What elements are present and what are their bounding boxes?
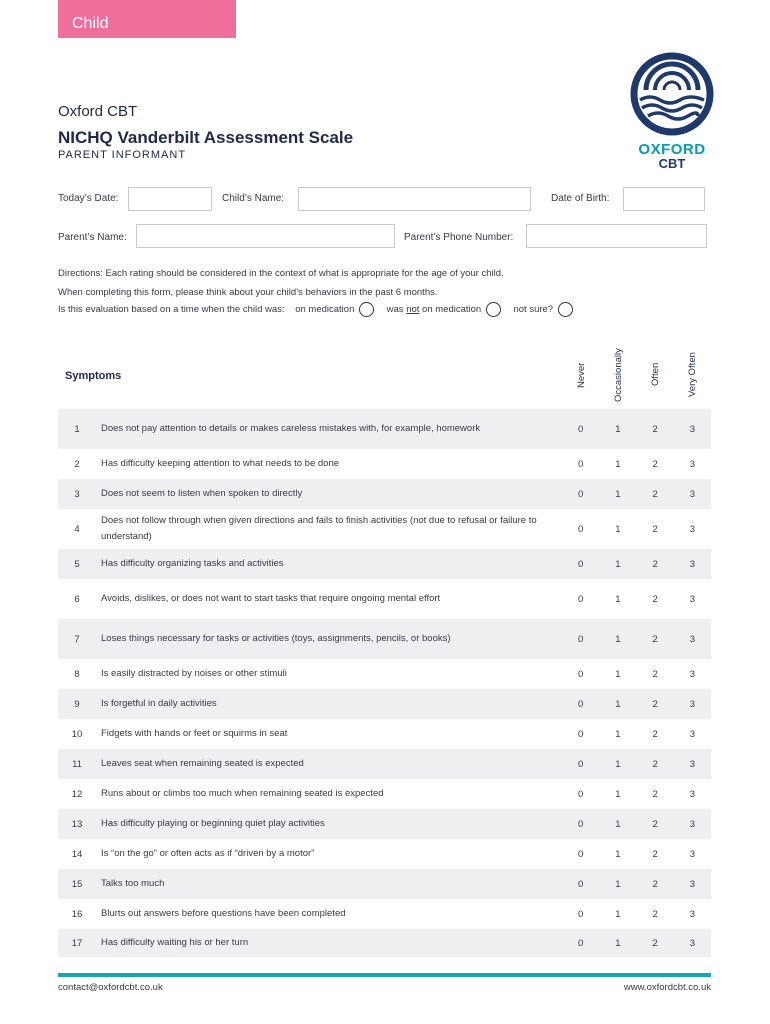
score-option-2[interactable]: 2 xyxy=(652,848,658,860)
score-option-0[interactable]: 0 xyxy=(577,523,584,535)
page-subtitle: PARENT INFORMANT xyxy=(58,149,187,161)
row-number: 8 xyxy=(74,668,80,680)
logo-name: OXFORD xyxy=(638,141,706,158)
score-option-2[interactable]: 2 xyxy=(652,878,658,890)
score-option-0[interactable]: 0 xyxy=(577,908,584,920)
col-very-often: Very Often xyxy=(687,352,698,397)
score-option-2[interactable]: 2 xyxy=(652,668,658,680)
score-option-1[interactable]: 1 xyxy=(615,488,621,500)
parents-phone-input[interactable] xyxy=(526,224,707,248)
symptom-text: Does not pay attention to details or makes careless mistakes with, for example, homework xyxy=(101,423,481,434)
on-medication-radio[interactable] xyxy=(359,302,374,317)
table-row xyxy=(58,899,711,929)
score-option-1[interactable]: 1 xyxy=(615,878,621,890)
table-row xyxy=(58,579,711,619)
row-number: 17 xyxy=(71,937,83,949)
score-option-0[interactable]: 0 xyxy=(577,848,584,860)
child-tab: Child xyxy=(58,0,236,38)
score-option-2[interactable]: 2 xyxy=(652,788,658,800)
col-occasionally: Occasionally xyxy=(613,348,624,402)
row-number: 15 xyxy=(71,878,83,890)
score-option-3[interactable]: 3 xyxy=(689,818,696,830)
score-option-3[interactable]: 3 xyxy=(689,848,696,860)
table-row xyxy=(58,509,711,549)
score-option-3[interactable]: 3 xyxy=(689,728,696,740)
symptoms-header: Symptoms xyxy=(65,370,122,382)
score-option-1[interactable]: 1 xyxy=(615,593,621,605)
symptom-text: Loses things necessary for tasks or activities (toys, assignments, pencils, or books) xyxy=(101,633,451,644)
symptom-text: Is forgetful in daily activities xyxy=(101,698,217,709)
medication-question-text: Is this evaluation based on a time when the child was: xyxy=(58,304,285,316)
symptom-text: Has difficulty waiting his or her turn xyxy=(101,937,249,948)
directions-line-1: Directions: Each rating should be considered in the context of what is appropriate for the age of your child. xyxy=(58,268,504,279)
score-option-0[interactable]: 0 xyxy=(577,758,584,770)
score-option-3[interactable]: 3 xyxy=(689,698,696,710)
score-option-2[interactable]: 2 xyxy=(652,558,658,570)
row-number: 4 xyxy=(74,523,80,535)
score-option-0[interactable]: 0 xyxy=(577,423,584,435)
date-of-birth-input[interactable] xyxy=(623,187,705,211)
score-option-0[interactable]: 0 xyxy=(577,633,584,645)
score-option-3[interactable]: 3 xyxy=(689,668,696,680)
symptom-text: Is “on the go” or often acts as if “driven by a motor” xyxy=(101,848,315,859)
childs-name-label: Child’s Name: xyxy=(222,193,285,204)
on-medication-label: on medication xyxy=(295,304,355,316)
symptom-text: Blurts out answers before questions have been completed xyxy=(101,908,346,919)
score-option-2[interactable]: 2 xyxy=(652,593,658,605)
row-number: 13 xyxy=(71,818,83,830)
score-option-2[interactable]: 2 xyxy=(652,908,658,920)
score-option-2[interactable]: 2 xyxy=(652,633,658,645)
score-option-1[interactable]: 1 xyxy=(615,728,621,740)
not-on-medication-label: was not on medication xyxy=(386,304,482,316)
table-row xyxy=(58,839,711,869)
score-option-2[interactable]: 2 xyxy=(652,488,658,500)
score-option-3[interactable]: 3 xyxy=(689,878,696,890)
score-option-3[interactable]: 3 xyxy=(689,937,696,949)
score-option-1[interactable]: 1 xyxy=(615,758,621,770)
table-row xyxy=(58,479,711,509)
score-option-1[interactable]: 1 xyxy=(615,908,621,920)
score-option-3[interactable]: 3 xyxy=(689,788,696,800)
col-often: Often xyxy=(650,362,661,386)
not-sure-radio[interactable] xyxy=(558,302,573,317)
score-option-1[interactable]: 1 xyxy=(615,423,621,435)
symptom-text: Has difficulty organizing tasks and activities xyxy=(101,558,284,569)
row-number: 6 xyxy=(74,593,80,605)
score-option-0[interactable]: 0 xyxy=(577,728,584,740)
score-option-1[interactable]: 1 xyxy=(615,558,621,570)
score-option-3[interactable]: 3 xyxy=(689,488,696,500)
footer-email[interactable]: contact@oxfordcbt.co.uk xyxy=(58,982,163,993)
symptom-text: Runs about or climbs too much when remaining seated is expected xyxy=(101,788,384,799)
table-row xyxy=(58,449,711,479)
score-option-0[interactable]: 0 xyxy=(577,878,584,890)
row-number: 9 xyxy=(74,698,80,710)
score-option-0[interactable]: 0 xyxy=(577,788,584,800)
table-row xyxy=(58,719,711,749)
symptom-table xyxy=(58,409,711,957)
not-sure-label: not sure? xyxy=(513,304,554,316)
score-option-2[interactable]: 2 xyxy=(652,728,658,740)
score-option-2[interactable]: 2 xyxy=(652,458,658,470)
childs-name-input[interactable] xyxy=(298,187,531,211)
row-number: 11 xyxy=(72,758,82,770)
table-row xyxy=(58,749,711,779)
score-option-3[interactable]: 3 xyxy=(689,423,696,435)
score-option-1[interactable]: 1 xyxy=(615,818,621,830)
row-number: 5 xyxy=(74,558,80,570)
table-row xyxy=(58,619,711,659)
symptom-text: Does not follow through when given directions and fails to finish activities (not due to refusal or failure to understand) xyxy=(101,515,537,542)
medication-question xyxy=(58,302,583,317)
row-number: 16 xyxy=(71,908,83,920)
symptom-text: Fidgets with hands or feet or squirms in seat xyxy=(101,728,288,739)
row-number: 7 xyxy=(74,633,80,645)
score-option-3[interactable]: 3 xyxy=(689,908,696,920)
score-option-0[interactable]: 0 xyxy=(577,488,584,500)
parents-name-label: Parent’s Name: xyxy=(58,232,127,243)
table-row xyxy=(58,809,711,839)
score-option-0[interactable]: 0 xyxy=(577,818,584,830)
score-option-2[interactable]: 2 xyxy=(652,937,658,949)
score-option-1[interactable]: 1 xyxy=(615,523,621,535)
table-row xyxy=(58,689,711,719)
parents-name-input[interactable] xyxy=(136,224,395,248)
score-option-3[interactable]: 3 xyxy=(689,593,696,605)
symptom-text: Is easily distracted by noises or other stimuli xyxy=(101,668,287,679)
score-option-3[interactable]: 3 xyxy=(689,523,696,535)
symptom-text: Does not seem to listen when spoken to directly xyxy=(101,488,303,499)
table-row xyxy=(58,409,711,449)
symptom-text: Has difficulty keeping attention to what needs to be done xyxy=(101,458,340,469)
parents-phone-label: Parent’s Phone Number: xyxy=(404,232,514,243)
score-option-3[interactable]: 3 xyxy=(689,758,696,770)
footer-divider xyxy=(58,973,711,977)
symptom-text: Avoids, dislikes, or does not want to start tasks that require ongoing mental effort xyxy=(101,593,441,604)
score-option-3[interactable]: 3 xyxy=(689,458,696,470)
page-title: NICHQ Vanderbilt Assessment Scale xyxy=(58,128,354,147)
row-number: 14 xyxy=(71,848,83,860)
score-option-1[interactable]: 1 xyxy=(615,668,621,680)
symptom-text: Leaves seat when remaining seated is expected xyxy=(101,758,304,769)
col-never: Never xyxy=(576,362,587,388)
row-number: 3 xyxy=(74,488,80,500)
score-option-0[interactable]: 0 xyxy=(577,458,584,470)
footer-website[interactable]: www.oxfordcbt.co.uk xyxy=(623,982,711,993)
score-option-2[interactable]: 2 xyxy=(652,423,658,435)
score-option-1[interactable]: 1 xyxy=(615,698,621,710)
brand-name: Oxford CBT xyxy=(58,103,138,120)
row-number: 12 xyxy=(71,788,83,800)
row-number: 10 xyxy=(71,728,83,740)
score-option-3[interactable]: 3 xyxy=(689,633,696,645)
score-option-2[interactable]: 2 xyxy=(652,818,658,830)
todays-date-input[interactable] xyxy=(128,187,212,211)
score-option-3[interactable]: 3 xyxy=(689,558,696,570)
symptom-text: Has difficulty playing or beginning quiet play activities xyxy=(101,818,325,829)
score-option-0[interactable]: 0 xyxy=(577,558,584,570)
score-option-2[interactable]: 2 xyxy=(652,758,658,770)
score-option-0[interactable]: 0 xyxy=(577,593,584,605)
score-option-1[interactable]: 1 xyxy=(615,788,621,800)
row-number: 2 xyxy=(74,458,80,470)
score-option-0[interactable]: 0 xyxy=(577,698,584,710)
score-option-1[interactable]: 1 xyxy=(615,848,621,860)
score-option-0[interactable]: 0 xyxy=(577,668,584,680)
score-option-1[interactable]: 1 xyxy=(615,937,621,949)
score-option-1[interactable]: 1 xyxy=(615,633,621,645)
table-row xyxy=(58,659,711,689)
table-row xyxy=(58,549,711,579)
score-option-2[interactable]: 2 xyxy=(652,523,658,535)
logo-sub: CBT xyxy=(658,156,686,171)
table-row xyxy=(58,869,711,899)
row-number: 1 xyxy=(74,423,80,435)
todays-date-label: Today’s Date: xyxy=(58,193,119,204)
score-option-0[interactable]: 0 xyxy=(577,937,584,949)
table-row xyxy=(58,779,711,809)
table-row xyxy=(58,929,711,957)
symptom-text: Talks too much xyxy=(101,878,165,889)
score-option-2[interactable]: 2 xyxy=(652,698,658,710)
date-of-birth-label: Date of Birth: xyxy=(551,193,610,204)
directions-line-2: When completing this form, please think about your child’s behaviors in the past 6 months. xyxy=(58,287,438,298)
score-option-1[interactable]: 1 xyxy=(615,458,621,470)
not-on-medication-radio[interactable] xyxy=(486,302,501,317)
